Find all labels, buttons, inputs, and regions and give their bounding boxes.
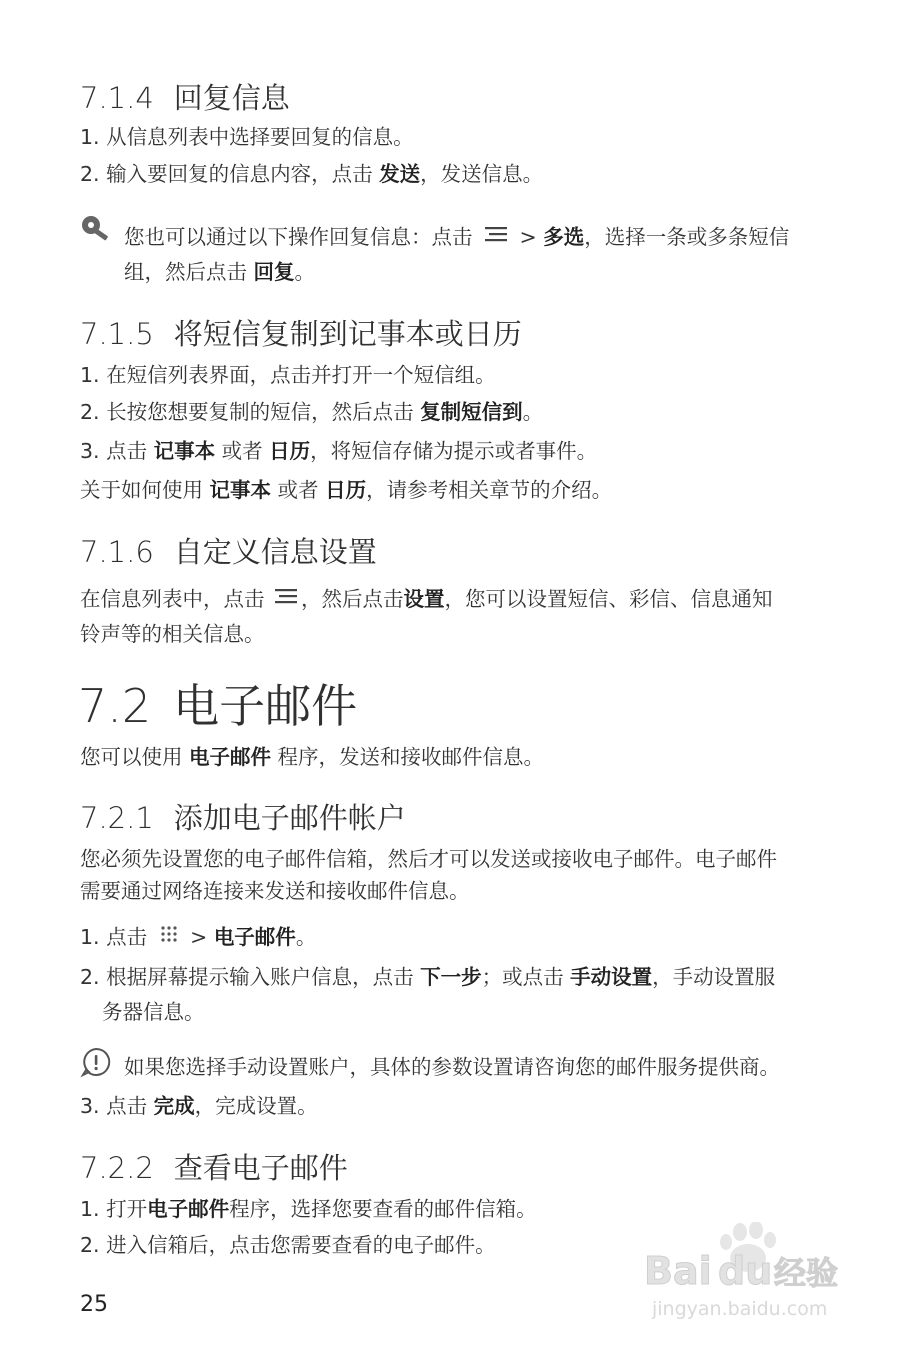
tip-line: 您也可以通过以下操作回复信息：点击 > 多选，选择一条或多条短信: [124, 220, 789, 255]
bold-term: 记事本: [153, 439, 216, 463]
step-line: 2. 进入信箱后，点击您需要查看的电子邮件。: [80, 1233, 496, 1257]
bold-term: 记事本: [209, 478, 272, 502]
page-number: 25: [80, 1292, 108, 1317]
bold-term: 电子邮件: [189, 745, 272, 769]
section-number: 7.1.4: [80, 81, 154, 115]
paragraph-line: 您必须先设置您的电子邮件信箱，然后才可以发送或接收电子邮件。电子邮件: [80, 847, 777, 871]
step-line: 2. 输入要回复的信息内容，点击 发送，发送信息。: [80, 162, 544, 186]
tip-key-icon: [80, 214, 114, 248]
bold-term: 手动设置: [570, 965, 653, 989]
paragraph-line: 您可以使用 电子邮件 程序，发送和接收邮件信息。: [80, 745, 545, 769]
step-line: 务器信息。: [102, 1000, 205, 1024]
warning-icon: [80, 1046, 112, 1082]
step-line: 1. 打开电子邮件程序，选择您要查看的邮件信箱。: [80, 1197, 537, 1221]
section-heading-7-2-1: [80, 796, 406, 837]
tip-line: 组，然后点击 回复。: [124, 260, 316, 284]
menu-icon: [271, 583, 301, 617]
section-heading-7-2-2: [80, 1146, 348, 1187]
svg-text:Bai: Bai: [644, 1249, 712, 1293]
menu-icon: [479, 221, 513, 255]
bold-term: 回复: [253, 260, 295, 284]
section-title: 回复信息: [173, 81, 290, 115]
bold-term: 复制短信到: [420, 400, 523, 424]
step-line: 3. 点击 记事本 或者 日历，将短信存储为提示或者事件。: [80, 439, 598, 463]
step-line: 1. 在短信列表界面，点击并打开一个短信组。: [80, 363, 496, 387]
step-line: 2. 根据屏幕提示输入账户信息，点击 下一步；或点击 手动设置，手动设置服: [80, 965, 776, 989]
bold-term: 下一步: [420, 965, 482, 989]
chapter-heading-7-2: [78, 670, 357, 736]
step-line: 1. 从信息列表中选择要回复的信息。: [80, 125, 414, 149]
section-heading-7-1-4: [80, 76, 290, 117]
section-heading-7-1-6: [80, 530, 377, 571]
section-title: 查看电子邮件: [173, 1151, 348, 1185]
step-line: 3. 点击 完成，完成设置。: [80, 1094, 318, 1118]
section-title: 自定义信息设置: [173, 535, 377, 569]
svg-text:du: du: [718, 1249, 773, 1293]
section-title: 添加电子邮件帐户: [173, 801, 406, 835]
section-number: 7.2.2: [80, 1151, 154, 1185]
apps-grid-icon: [154, 921, 184, 955]
note-line: 关于如何使用 记事本 或者 日历，请参考相关章节的介绍。: [80, 478, 613, 502]
warning-text: 如果您选择手动设置账户，具体的参数设置请咨询您的邮件服务提供商。: [124, 1055, 780, 1079]
paragraph-line: 需要通过网络连接来发送和接收邮件信息。: [80, 879, 470, 903]
bold-term: 发送: [379, 162, 421, 186]
paragraph-line: 在信息列表中，点击 ，然后点击设置，您可以设置短信、彩信、信息通知: [80, 582, 773, 617]
bold-term: 设置: [403, 587, 445, 611]
bold-term: 日历: [269, 439, 311, 463]
bold-term: 日历: [325, 478, 367, 502]
paragraph-line: 铃声等的相关信息。: [80, 622, 265, 646]
section-title: 电子邮件: [173, 679, 358, 733]
watermark-url: jingyan.baidu.com: [652, 1298, 828, 1320]
section-title: 将短信复制到记事本或日历: [173, 317, 522, 351]
section-number: 7.1.6: [80, 535, 154, 569]
bold-term: 多选: [543, 225, 585, 249]
section-number: 7.2.1: [80, 801, 154, 835]
svg-text:经验: 经验: [774, 1254, 839, 1292]
baidu-watermark: [640, 1222, 870, 1332]
bold-term: 电子邮件: [147, 1197, 230, 1221]
step-line: 2. 长按您想要复制的短信，然后点击 复制短信到。: [80, 400, 544, 424]
bold-term: 完成: [153, 1094, 195, 1118]
section-number: 7.1.5: [80, 317, 154, 351]
step-line: 1. 点击 > 电子邮件。: [80, 920, 316, 955]
section-number: 7.2: [78, 679, 152, 733]
section-heading-7-1-5: [80, 312, 522, 353]
bold-term: 电子邮件: [213, 925, 296, 949]
